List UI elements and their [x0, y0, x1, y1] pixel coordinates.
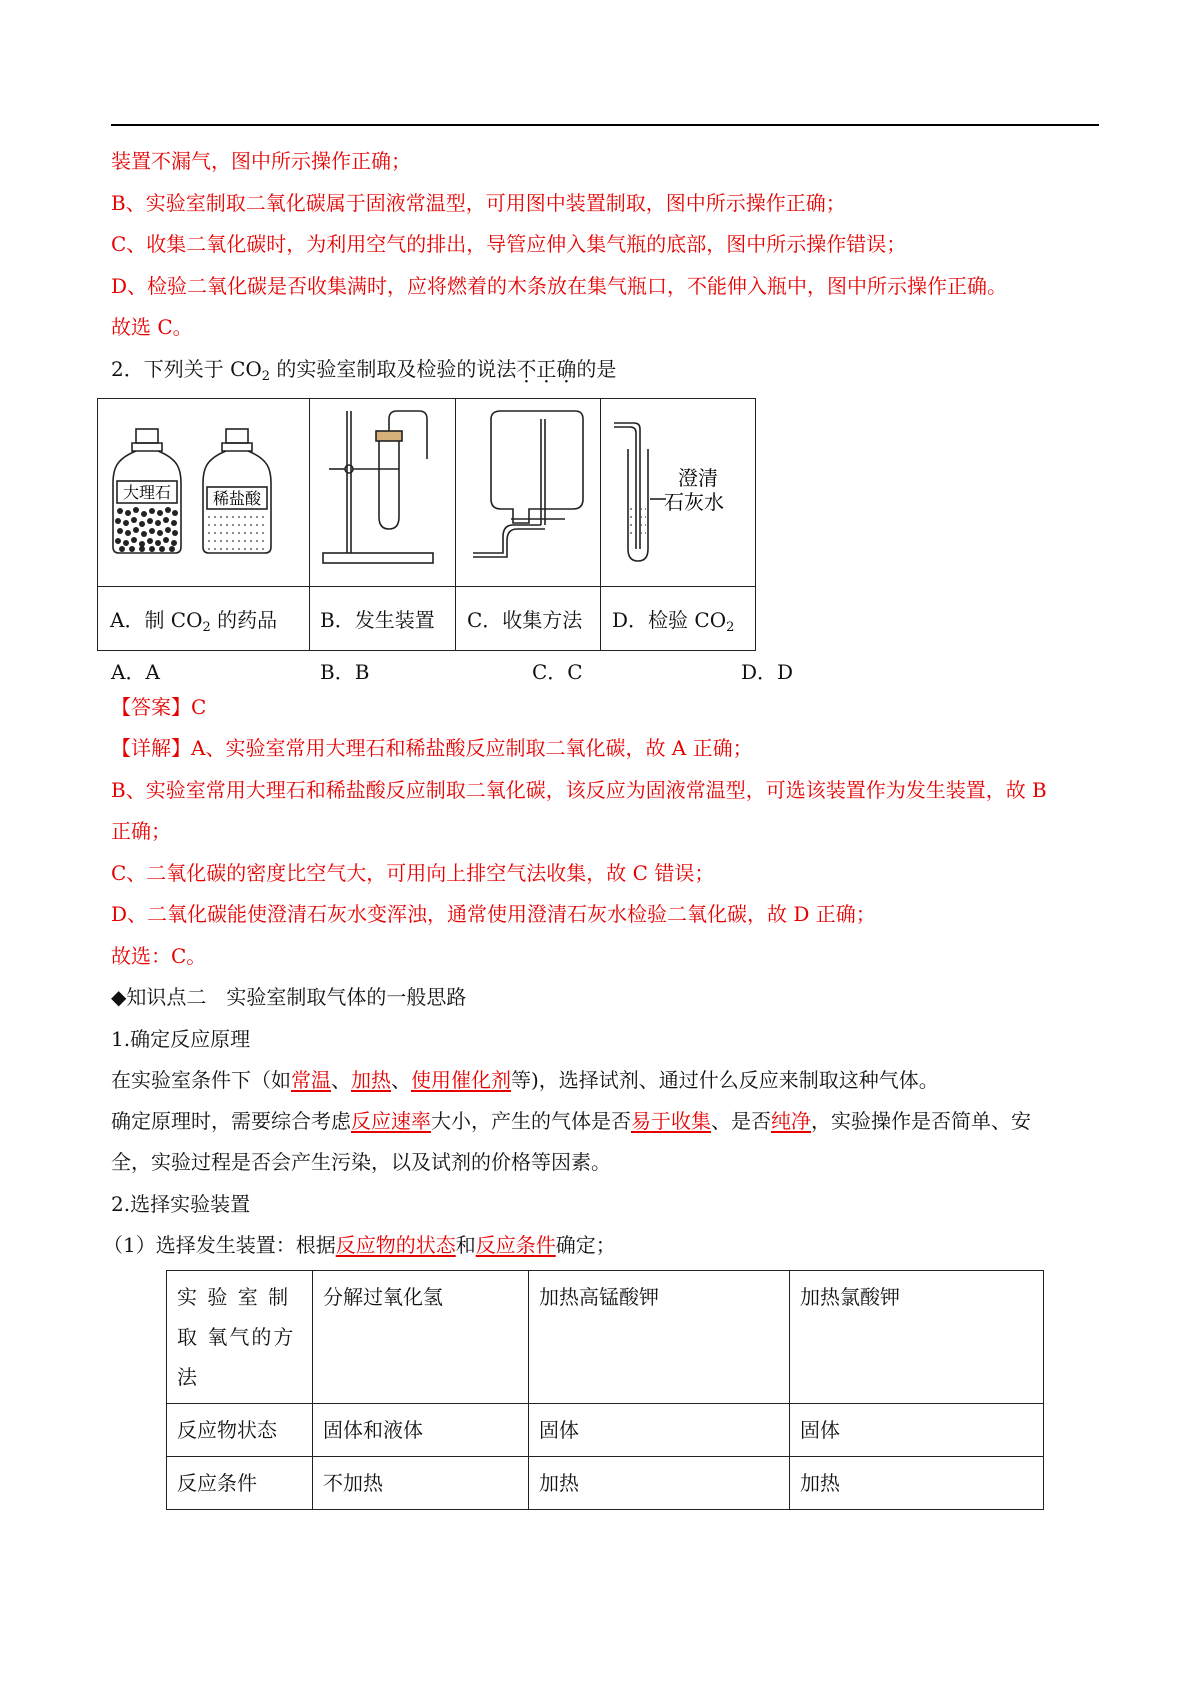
paragraph: 全，实验过程是否会产生污染，以及试剂的价格等因素。: [111, 1150, 611, 1174]
option-d: D．D: [741, 660, 794, 684]
answer-choice-line: 故选：C。: [111, 944, 207, 968]
table-row: [167, 1404, 1044, 1457]
text: 、: [331, 1068, 351, 1092]
text: 确定；: [555, 1233, 616, 1257]
question-text: 的实验室制取及检验的说法: [270, 357, 517, 381]
subscript: 2: [261, 369, 271, 384]
oxygen-methods-table: [166, 1270, 1044, 1510]
table-header-cell: 分解过氧化氢: [313, 1271, 529, 1404]
table-row: [167, 1271, 1044, 1404]
text: 等)，选择试剂、通过什么反应来制取这种气体。: [511, 1068, 939, 1092]
explanation-line: B、实验室制取二氧化碳属于固液常温型，可用图中装置制取，图中所示操作正确；: [111, 191, 846, 215]
paragraph: [111, 1108, 1031, 1134]
figure-cell-a: [98, 399, 310, 586]
emphasis-char: 不: [516, 357, 537, 381]
figure-cell-d: [600, 399, 755, 586]
table-cell: 不加热: [313, 1457, 529, 1510]
explanation-line: 【详解】A、实验室常用大理石和稀盐酸反应制取二氧化碳，故 A 正确；: [111, 736, 753, 760]
gas-collection-drawing: [455, 399, 600, 586]
limewater-label-2: 石灰水: [664, 490, 724, 514]
caption-d: [612, 604, 734, 635]
key-term: 反应条件: [475, 1233, 556, 1257]
table-cell: 反应条件: [167, 1457, 313, 1510]
table-cell: 固体: [529, 1404, 790, 1457]
table-cell: 固体: [790, 1404, 1044, 1457]
caption-text: 的药品: [210, 608, 278, 632]
emphasis-char: 确: [556, 357, 577, 381]
text: 大小，产生的气体是否: [431, 1109, 631, 1133]
caption-text: D．检验 CO: [612, 608, 727, 632]
key-term: 纯净: [771, 1109, 811, 1133]
explanation-line: B、实验室常用大理石和稀盐酸反应制取二氧化碳，该反应为固液常温型，可选该装置作为发生装置，故 B: [111, 778, 1047, 802]
option-c: C．C: [532, 660, 583, 684]
explanation-line: C、收集二氧化碳时，为利用空气的排出，导管应伸入集气瓶的底部，图中所示操作错误；: [111, 232, 907, 256]
question-2: [111, 356, 616, 390]
table-cell: 反应物状态: [167, 1404, 313, 1457]
generator-apparatus-drawing: [309, 399, 455, 586]
subscript: 2: [726, 620, 735, 635]
explanation-line: 装置不漏气，图中所示操作正确；: [111, 149, 411, 173]
caption-a: [110, 604, 277, 635]
emphasis-char: 正: [536, 357, 557, 381]
explanation-line: D、二氧化碳能使澄清石灰水变浑浊，通常使用澄清石灰水检验二氧化碳，故 D 正确；: [111, 902, 876, 926]
table-cell: 加热: [529, 1457, 790, 1510]
table-header-cell: 加热氯酸钾: [790, 1271, 1044, 1404]
key-term: 常温: [291, 1068, 331, 1092]
bottle-label-marble: 大理石: [122, 483, 172, 502]
key-term: 加热: [351, 1068, 391, 1092]
key-term: 反应物的状态: [335, 1233, 456, 1257]
table-header-cell: 加热高锰酸钾: [529, 1271, 790, 1404]
explanation-line: C、二氧化碳的密度比空气大，可用向上排空气法收集，故 C 错误；: [111, 861, 715, 885]
question-figure: [97, 398, 756, 651]
key-term: 使用催化剂: [411, 1068, 511, 1092]
caption-text: A．制 CO: [110, 608, 203, 632]
paragraph: [103, 1232, 616, 1258]
text: 、: [391, 1068, 411, 1092]
text: 、是否: [711, 1109, 771, 1133]
subsection-heading: 2.选择实验装置: [111, 1192, 251, 1216]
question-text: 的是: [576, 357, 617, 381]
key-term: 反应速率: [351, 1109, 431, 1133]
text: 在实验室条件下（如: [111, 1068, 291, 1092]
caption-b: B．发生装置: [320, 608, 435, 632]
text: 和: [455, 1233, 476, 1257]
answer-label: 【答案】C: [111, 695, 207, 719]
subsection-heading: 1.确定反应原理: [111, 1027, 251, 1051]
reagent-bottles-drawing: [98, 399, 309, 586]
explanation-line: 正确；: [111, 819, 171, 843]
answer-choice-line: 故选 C。: [111, 315, 193, 339]
explanation-line: D、检验二氧化碳是否收集满时，应将燃着的木条放在集气瓶口，不能伸入瓶中，图中所示操作正确。: [111, 274, 1008, 298]
text: 确定原理时，需要综合考虑: [111, 1109, 351, 1133]
figure-cell-b: [309, 399, 456, 586]
paragraph: [111, 1067, 939, 1093]
subscript: 2: [202, 620, 211, 635]
option-a: A．A: [111, 660, 160, 684]
text: （1）选择发生装置：根据: [103, 1233, 336, 1257]
bottle-label-acid: 稀盐酸: [212, 489, 262, 508]
text: ，实验操作是否简单、安: [811, 1109, 1031, 1133]
header-rule: [111, 124, 1099, 126]
table-cell: 加热: [790, 1457, 1044, 1510]
figure-cell-c: [455, 399, 601, 586]
table-cell: 固体和液体: [313, 1404, 529, 1457]
option-b: B．B: [320, 660, 370, 684]
table-row: [167, 1457, 1044, 1510]
limewater-label-1: 澄清: [678, 466, 718, 490]
limewater-test-drawing: [600, 399, 755, 586]
table-header-cell: 实 验 室 制 取 氧气的方法: [167, 1271, 313, 1404]
section-heading: ◆知识点二 实验室制取气体的一般思路: [111, 985, 467, 1009]
key-term: 易于收集: [631, 1109, 711, 1133]
question-text: 2．下列关于 CO: [111, 357, 262, 381]
caption-c: C．收集方法: [467, 608, 583, 632]
